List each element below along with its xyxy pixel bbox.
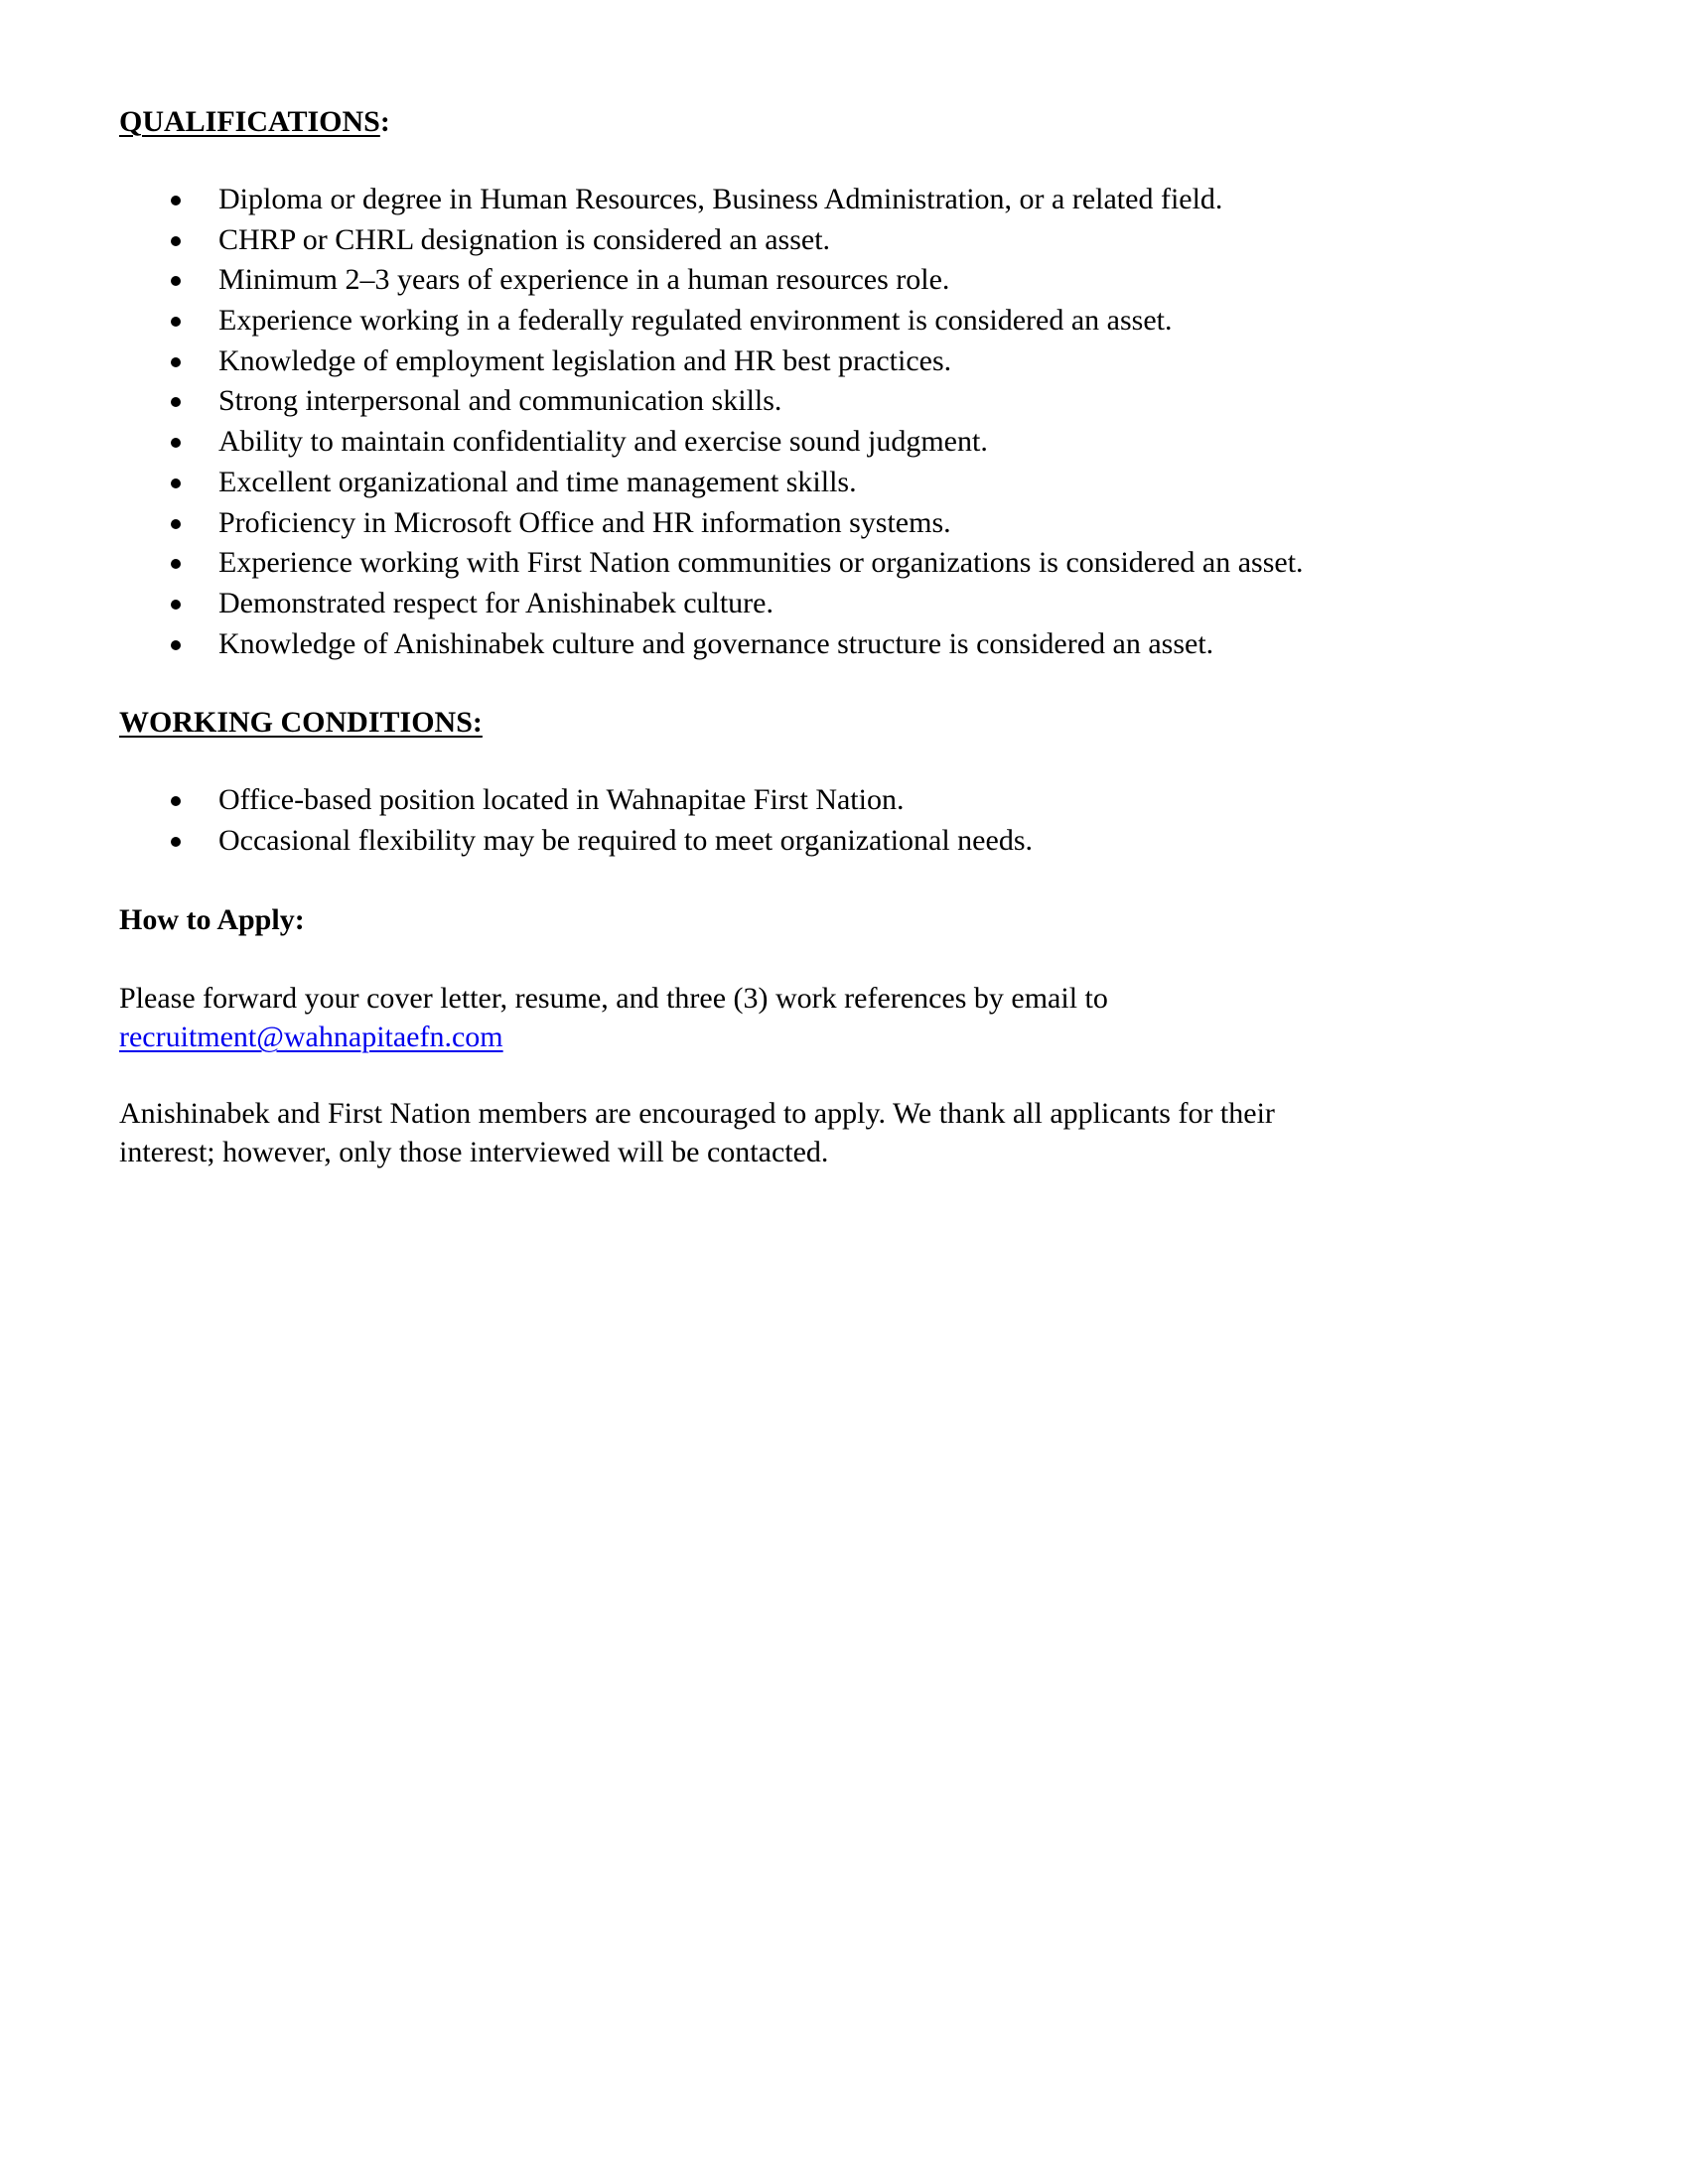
qualification-text: Strong interpersonal and communication skills. <box>218 384 782 418</box>
bullet-icon <box>171 559 181 569</box>
qualifications-list <box>119 180 1569 664</box>
qualification-text: CHRP or CHRL designation is considered an asset. <box>218 222 831 256</box>
list-item <box>119 422 1569 463</box>
working-conditions-list <box>119 780 1569 861</box>
bullet-icon <box>171 600 181 610</box>
bullet-icon <box>171 317 181 327</box>
bullet-icon <box>171 438 181 448</box>
closing-note-line-1: Anishinabek and First Nation members are encouraged to apply. We thank all applicants for their <box>119 1097 1275 1130</box>
how-to-apply-section <box>119 900 1569 940</box>
apply-instructions-text: Please forward your cover letter, resume, and three (3) work references by email to <box>119 982 1108 1015</box>
how-to-apply-heading: How to Apply: <box>119 903 305 936</box>
working-condition-text: Office-based position located in Wahnapitae First Nation. <box>218 783 905 816</box>
qualifications-heading <box>119 102 1569 142</box>
qualification-text: Demonstrated respect for Anishinabek culture. <box>218 586 774 619</box>
qualification-text: Ability to maintain confidentiality and exercise sound judgment. <box>218 425 988 459</box>
list-item <box>119 341 1569 382</box>
list-item <box>119 463 1569 503</box>
working-conditions-section <box>119 703 1569 743</box>
qualifications-list-wrap <box>119 180 1569 664</box>
working-condition-text: Occasional flexibility may be required to meet organizational needs. <box>218 823 1033 857</box>
working-conditions-list-wrap <box>119 780 1569 861</box>
qualification-text: Knowledge of Anishinabek culture and governance structure is considered an asset. <box>218 626 1214 660</box>
list-item <box>119 301 1569 341</box>
bullet-icon <box>171 519 181 529</box>
working-conditions-heading <box>119 703 1569 743</box>
bullet-icon <box>171 397 181 407</box>
closing-note <box>119 1094 1569 1171</box>
qualification-text: Minimum 2–3 years of experience in a human resources role. <box>218 263 950 297</box>
working-conditions-heading-text: WORKING CONDITIONS: <box>119 706 483 739</box>
closing-note-line-2: interest; however, only those interviewed will be contacted. <box>119 1136 829 1168</box>
list-item <box>119 624 1569 665</box>
list-item <box>119 780 1569 821</box>
apply-instructions-wrap <box>119 979 1569 1056</box>
qualification-text: Excellent organizational and time management skills. <box>218 465 857 498</box>
qualification-text: Knowledge of employment legislation and HR best practices. <box>218 343 952 377</box>
bullet-icon <box>171 640 181 650</box>
bullet-icon <box>171 196 181 205</box>
email-link[interactable]: recruitment@wahnapitaefn.com <box>119 1021 503 1053</box>
bullet-icon <box>171 357 181 367</box>
list-item <box>119 260 1569 301</box>
qualifications-heading-text: QUALIFICATIONS <box>119 105 380 138</box>
list-item <box>119 543 1569 584</box>
qualification-text: Experience working in a federally regulated environment is considered an asset. <box>218 304 1173 338</box>
qualification-text: Diploma or degree in Human Resources, Business Administration, or a related field. <box>218 183 1223 215</box>
list-item <box>119 381 1569 422</box>
bullet-icon <box>171 796 181 806</box>
apply-instructions <box>119 979 1569 1056</box>
qualification-text: Proficiency in Microsoft Office and HR information systems. <box>218 505 951 539</box>
list-item <box>119 584 1569 624</box>
list-item <box>119 220 1569 261</box>
qualifications-heading-colon: : <box>379 105 390 138</box>
qualification-text: Experience working with First Nation communities or organizations is considered an asset. <box>218 546 1304 580</box>
bullet-icon <box>171 236 181 246</box>
bullet-icon <box>171 837 181 847</box>
list-item <box>119 821 1569 862</box>
qualifications-section <box>119 102 1569 142</box>
list-item <box>119 503 1569 544</box>
bullet-icon <box>171 276 181 286</box>
closing-note-wrap <box>119 1094 1569 1171</box>
list-item <box>119 180 1569 220</box>
bullet-icon <box>171 478 181 488</box>
